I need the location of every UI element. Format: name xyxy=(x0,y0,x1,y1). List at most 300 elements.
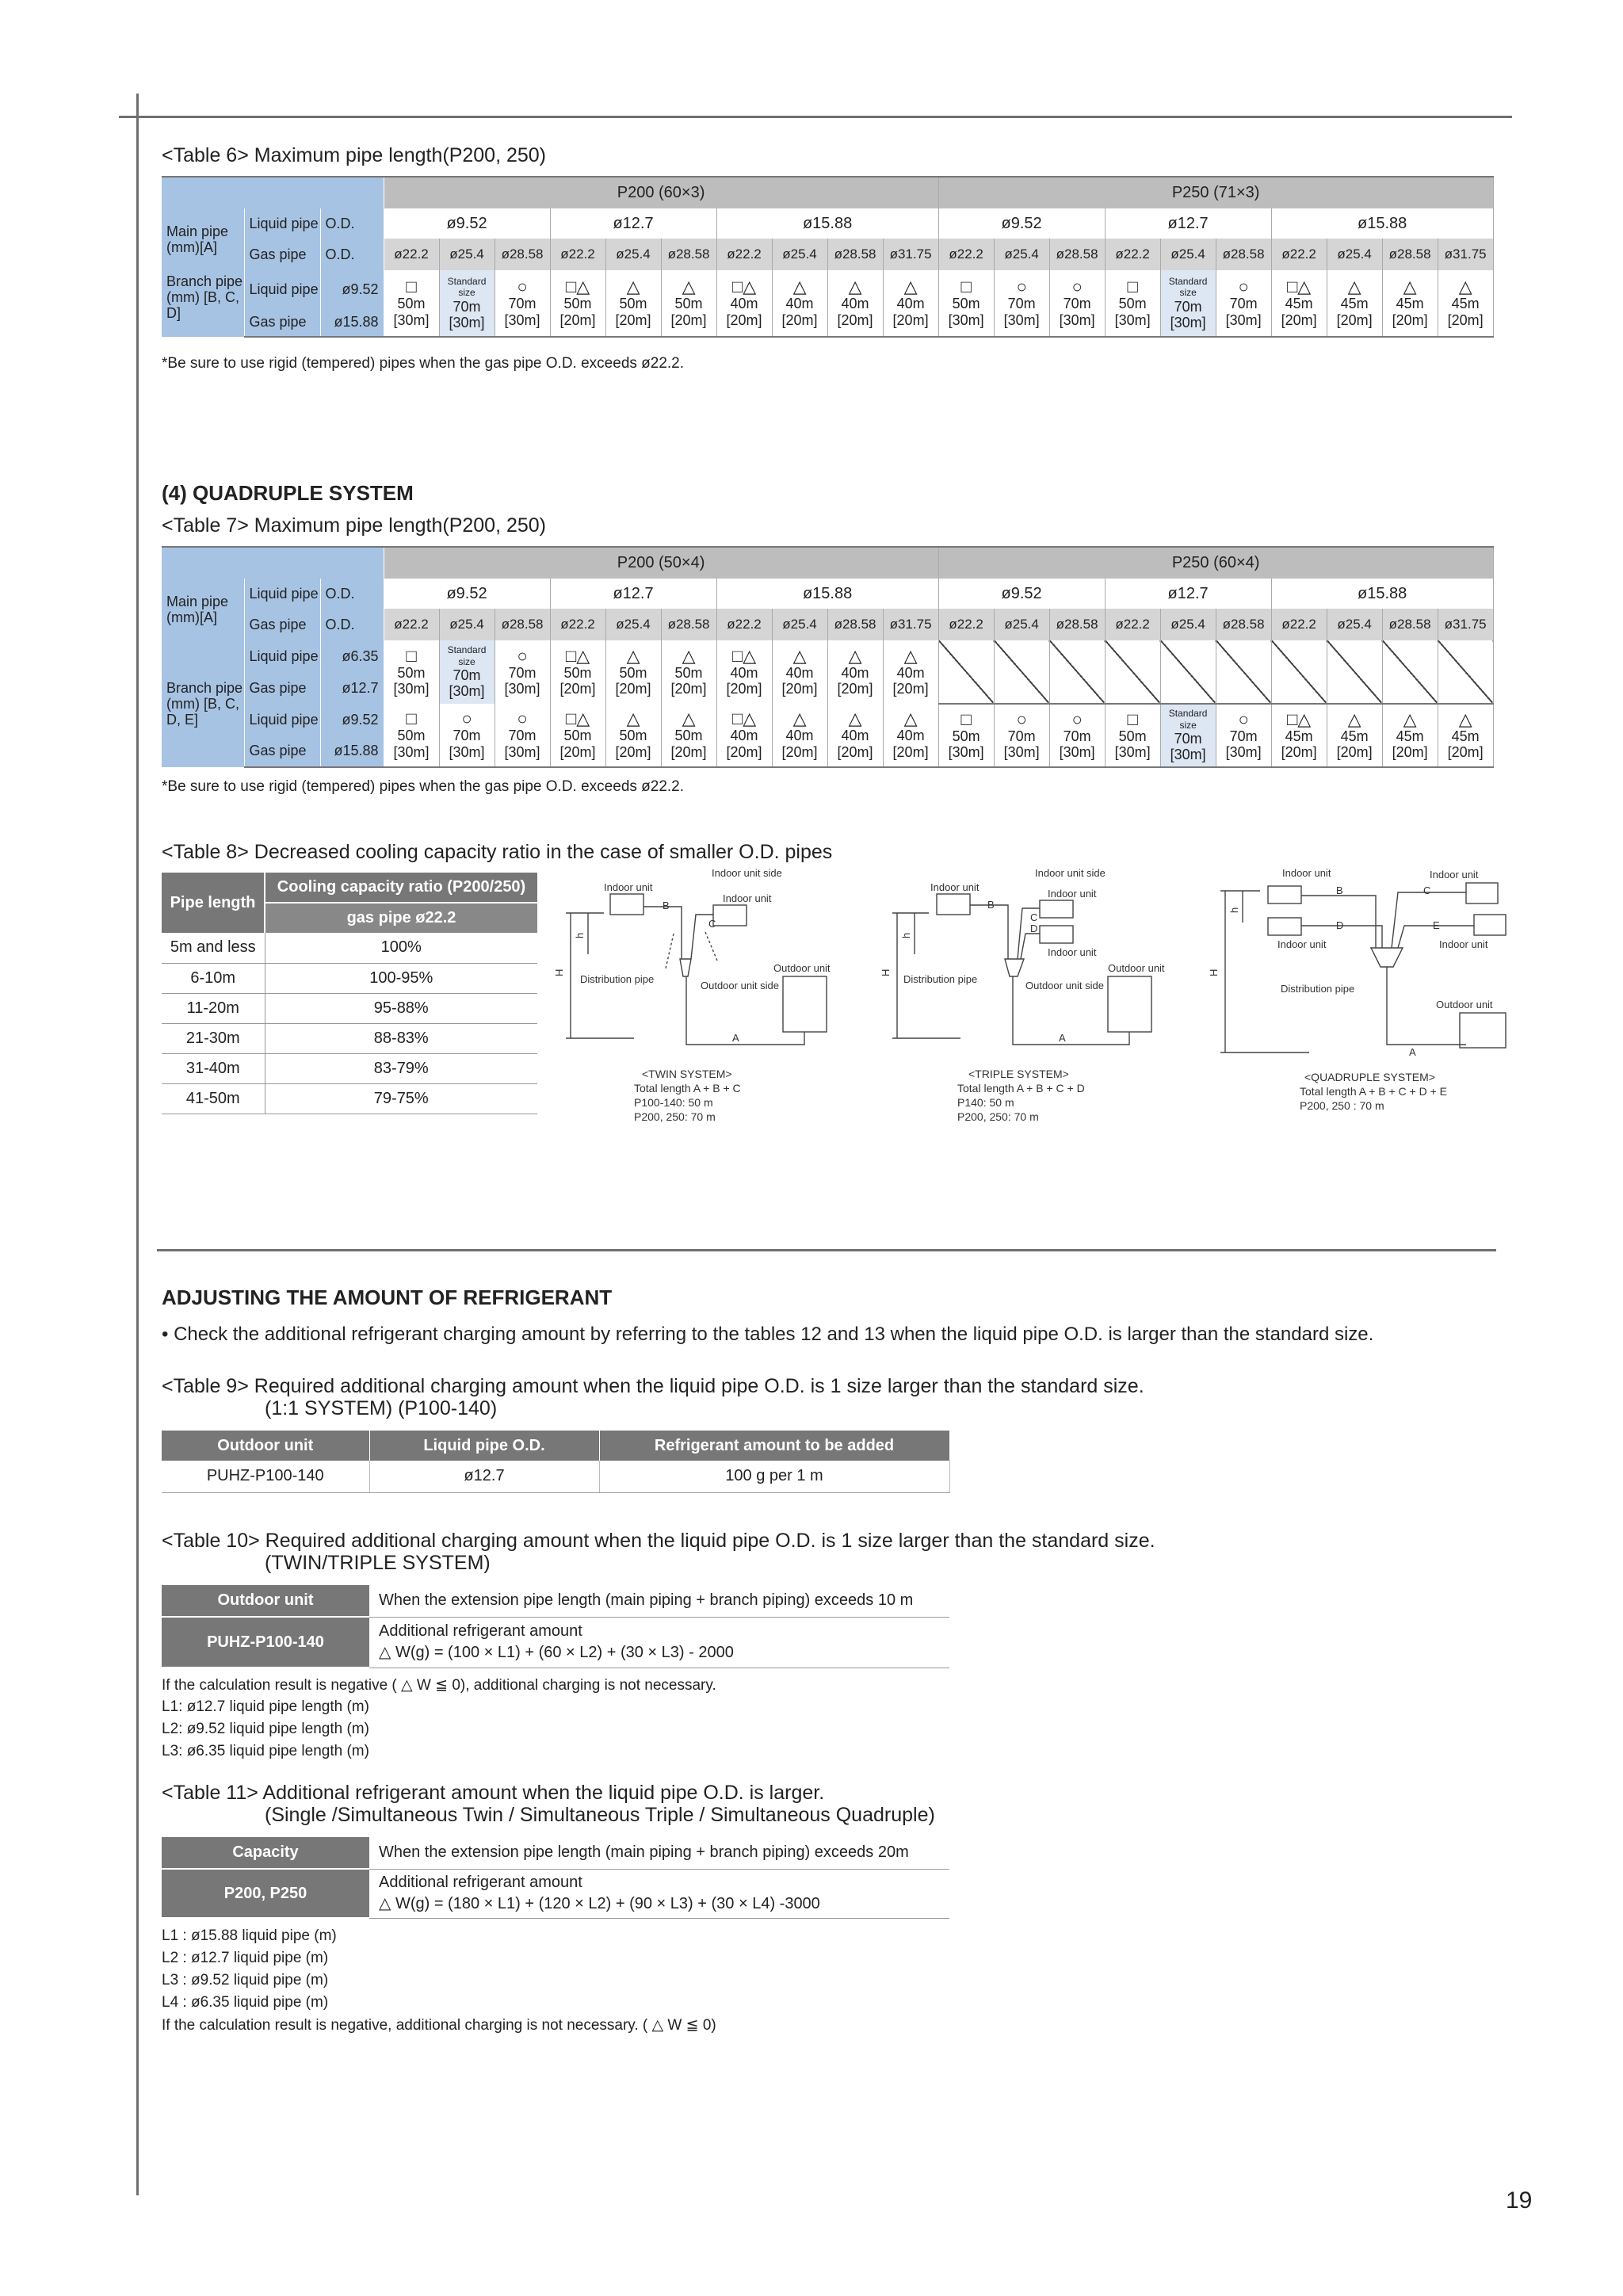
rating-symbol: □ xyxy=(1127,277,1138,297)
max-height: [20m] xyxy=(1336,311,1373,328)
rating-symbol: △ xyxy=(903,277,918,297)
not-applicable-cell xyxy=(1049,640,1105,704)
max-height: [20m] xyxy=(559,681,596,697)
max-height: [30m] xyxy=(393,743,430,760)
pipe-length-cell xyxy=(550,640,605,704)
gas-pipe-label: Gas pipe xyxy=(244,609,320,640)
pipe-length-cell xyxy=(439,270,495,337)
formula-text: △ W(g) = (100 × L1) + (60 × L2) + (30 × L3) - 2000 xyxy=(379,1644,734,1661)
twin-c: C xyxy=(708,918,716,930)
max-height: [20m] xyxy=(726,311,762,328)
rating-symbol: ○ xyxy=(1071,277,1083,297)
page-number: 19 xyxy=(1506,2187,1533,2214)
liquid-od-cell: ø12.7 xyxy=(369,1461,599,1492)
branch-liquid-size: ø9.52 xyxy=(320,704,384,735)
pipe-length-cell xyxy=(661,270,716,337)
table-row xyxy=(162,933,537,963)
max-height: [20m] xyxy=(892,311,929,328)
condition-cell: When the extension pipe length (main piping + branch piping) exceeds 20m xyxy=(369,1837,949,1869)
standard-size-label: Standard size xyxy=(1168,275,1208,299)
gas-size-cell: ø28.58 xyxy=(661,239,716,270)
table11-note1: L1 : ø15.88 liquid pipe (m) xyxy=(162,1927,337,1944)
quad-c: C xyxy=(1423,884,1431,896)
max-length: 70m xyxy=(508,728,537,744)
max-length: 70m xyxy=(1007,728,1036,744)
table10-note1: If the calculation result is negative ( △ W ≦ 0), additional charging is not necessary. xyxy=(162,1677,716,1694)
pipe-length-cell xyxy=(994,270,1049,337)
twin-b: B xyxy=(663,900,670,911)
max-height: [20m] xyxy=(615,681,651,697)
liquid-size: ø15.88 xyxy=(716,208,938,239)
rating-symbol: ○ xyxy=(461,709,472,729)
outdoor-unit-header: Outdoor unit xyxy=(162,1585,369,1617)
rating-symbol: △ xyxy=(1347,709,1361,729)
branch-liquid-size: ø9.52 xyxy=(320,270,384,308)
pipe-length-cell xyxy=(661,704,716,767)
table7-title: <Table 7> Maximum pipe length(P200, 250) xyxy=(162,514,547,537)
rating-symbol: △ xyxy=(903,709,918,729)
max-length: 50m xyxy=(952,296,980,312)
ratio-cell: 83-79% xyxy=(265,1053,537,1083)
max-length: 50m xyxy=(619,296,647,312)
max-length: 40m xyxy=(841,664,869,681)
max-length: 50m xyxy=(563,296,592,312)
rating-symbol: △ xyxy=(626,277,640,297)
pipe-length-cell xyxy=(384,270,439,337)
pipe-length-cell xyxy=(716,704,772,767)
main-pipe-label: Main pipe (mm)[A] xyxy=(162,208,244,270)
rating-symbol: △ xyxy=(848,277,862,297)
max-height: [30m] xyxy=(504,681,540,697)
max-length: 50m xyxy=(1118,296,1147,312)
quad-b: B xyxy=(1336,884,1343,896)
max-height: [30m] xyxy=(1114,744,1151,760)
rating-symbol: △ xyxy=(1347,277,1361,297)
table7-note: *Be sure to use rigid (tempered) pipes when the gas pipe O.D. exceeds ø22.2. xyxy=(162,778,685,795)
twin-indoor-label: Indoor unit xyxy=(604,881,653,893)
max-height: [20m] xyxy=(1447,744,1484,760)
table11-note5: If the calculation result is negative, additional charging is not necessary. ( △ W ≦ 0) xyxy=(162,2017,716,2034)
pipe-length-cell xyxy=(384,640,439,704)
branch-gas-size: ø15.88 xyxy=(320,735,384,767)
max-height: [20m] xyxy=(559,311,596,328)
gas-pipe-label: Gas pipe xyxy=(244,672,320,704)
rating-symbol: □△ xyxy=(565,277,590,297)
outdoor-unit-header: Outdoor unit xyxy=(162,1431,369,1461)
gas-size-cell: ø25.4 xyxy=(439,239,495,270)
gas-size-cell: ø22.2 xyxy=(716,609,772,640)
triple-d: D xyxy=(1030,923,1038,934)
max-height: [20m] xyxy=(892,681,929,697)
ratio-cell: 100-95% xyxy=(265,963,537,993)
triple-indoor-label-2: Indoor unit xyxy=(1048,888,1097,900)
gas-size-cell: ø22.2 xyxy=(384,609,439,640)
gas-size-cell: ø31.75 xyxy=(1438,239,1493,270)
gas-size-cell: ø25.4 xyxy=(994,609,1049,640)
condition-cell: When the extension pipe length (main piping + branch piping) exceeds 10 m xyxy=(369,1585,949,1617)
pipe-length-header: Pipe length xyxy=(162,873,265,933)
pipe-length-cell xyxy=(827,704,883,767)
table8-body xyxy=(162,933,537,1114)
liquid-size: ø15.88 xyxy=(716,579,938,609)
max-height: [20m] xyxy=(781,311,818,328)
pipe-length-cell xyxy=(439,640,495,704)
table11-note4: L4 : ø6.35 liquid pipe (m) xyxy=(162,1994,329,2011)
pipe-length-cell xyxy=(1216,704,1271,767)
not-applicable-cell xyxy=(1105,640,1160,704)
pipe-length-cell xyxy=(938,270,994,337)
max-length: 70m xyxy=(1007,296,1036,312)
pipe-length-cell xyxy=(883,704,938,767)
branch-gas-size: ø12.7 xyxy=(320,672,384,704)
max-height: [20m] xyxy=(892,743,929,760)
max-length: 70m xyxy=(453,667,481,684)
liquid-size: ø9.52 xyxy=(938,208,1105,239)
table8 xyxy=(162,873,537,1114)
rating-symbol: △ xyxy=(792,277,807,297)
rating-symbol: △ xyxy=(682,709,696,729)
max-length: 50m xyxy=(674,728,703,744)
rating-symbol: □△ xyxy=(1287,277,1312,297)
max-height: [20m] xyxy=(559,743,596,760)
gas-size-row xyxy=(162,609,1493,640)
twin-outdoor-side-label: Outdoor unit side xyxy=(701,980,780,991)
rating-symbol: □ xyxy=(406,645,417,666)
twin-line2: P100-140: 50 m xyxy=(634,1096,713,1109)
pipe-length-cell xyxy=(1438,270,1493,337)
table11-title: <Table 11> Additional refrigerant amount when the liquid pipe O.D. is larger. xyxy=(162,1782,825,1804)
gas-size-cell: ø28.58 xyxy=(1216,609,1271,640)
liquid-size: ø9.52 xyxy=(938,579,1105,609)
max-length: 45m xyxy=(1396,728,1424,744)
max-height: [30m] xyxy=(1170,747,1206,763)
pipe-length-cell xyxy=(605,640,661,704)
max-height: [30m] xyxy=(1059,744,1095,760)
pipe-length-cell xyxy=(1271,270,1327,337)
table9-subtitle: (1:1 SYSTEM) (P100-140) xyxy=(265,1397,498,1419)
max-length: 70m xyxy=(508,664,537,681)
gas-size-cell: ø25.4 xyxy=(1327,239,1382,270)
twin-indoor-label-2: Indoor unit xyxy=(723,892,772,904)
quad-a: A xyxy=(1409,1046,1416,1058)
triple-outdoor-side-label: Outdoor unit side xyxy=(1025,980,1105,991)
max-length: 50m xyxy=(619,728,647,744)
triple-b: B xyxy=(987,899,995,911)
gas-size-cell: ø31.75 xyxy=(883,239,938,270)
gas-size-cell: ø25.4 xyxy=(439,609,495,640)
gas-size-cell: ø25.4 xyxy=(1327,609,1382,640)
liquid-size: ø12.7 xyxy=(1105,208,1271,239)
triple-outdoor-label: Outdoor unit xyxy=(1108,962,1165,974)
od-label: O.D. xyxy=(320,579,384,609)
max-length: 45m xyxy=(1340,728,1369,744)
gas-size-cell: ø22.2 xyxy=(1105,239,1160,270)
max-length: 45m xyxy=(1451,728,1480,744)
table6 xyxy=(162,176,1494,338)
max-length: 70m xyxy=(1174,731,1202,747)
quadruple-heading: (4) QUADRUPLE SYSTEM xyxy=(162,481,414,505)
max-length: 50m xyxy=(674,664,703,681)
table9 xyxy=(162,1431,950,1493)
not-applicable-cell xyxy=(1327,640,1382,704)
max-length: 70m xyxy=(1229,296,1258,312)
pipe-length-cell xyxy=(495,640,550,704)
standard-size-label: Standard size xyxy=(1168,708,1208,731)
quad-H: H xyxy=(1208,968,1220,976)
table9-title: <Table 9> Required additional charging amount when the liquid pipe O.D. is 1 size larger than the standard size. xyxy=(162,1375,1144,1397)
not-applicable-cell xyxy=(1160,640,1216,704)
liquid-pipe-header: Liquid pipe O.D. xyxy=(369,1431,599,1461)
liquid-pipe-label: Liquid pipe xyxy=(244,270,320,308)
rating-symbol: △ xyxy=(1403,709,1417,729)
max-height: [20m] xyxy=(1447,311,1484,328)
twin-line1: Total length A + B + C xyxy=(634,1082,741,1095)
gas-size-cell: ø28.58 xyxy=(1216,239,1271,270)
rating-symbol: ○ xyxy=(1238,277,1249,297)
triple-title: <TRIPLE SYSTEM> xyxy=(968,1068,1069,1080)
triple-c: C xyxy=(1030,911,1038,923)
gas-size-cell: ø28.58 xyxy=(495,239,550,270)
max-length: 70m xyxy=(1063,296,1091,312)
max-length: 40m xyxy=(730,728,758,744)
table10-subtitle: (TWIN/TRIPLE SYSTEM) xyxy=(265,1552,491,1574)
liquid-size: ø15.88 xyxy=(1271,579,1493,609)
table6-group-p200: P200 (60×3) xyxy=(384,177,938,208)
triple-a: A xyxy=(1059,1032,1066,1044)
max-length: 70m xyxy=(1174,298,1202,315)
max-height: [20m] xyxy=(837,681,873,697)
max-height: [20m] xyxy=(781,743,818,760)
max-length: 50m xyxy=(1118,728,1147,744)
od-label: O.D. xyxy=(320,609,384,640)
max-length: 70m xyxy=(453,728,481,744)
pipe-length-cell xyxy=(1327,270,1382,337)
pipe-length-cell xyxy=(827,640,883,704)
pipe-length-cell xyxy=(550,270,605,337)
max-height: [30m] xyxy=(1059,311,1095,328)
pipe-length-cell: 21-30m xyxy=(162,1023,265,1053)
max-height: [20m] xyxy=(670,743,707,760)
pipe-length-cell xyxy=(1271,704,1327,767)
rating-symbol: △ xyxy=(1403,277,1417,297)
pipe-length-cell xyxy=(495,704,550,767)
rating-symbol: □ xyxy=(960,277,972,297)
liquid-size: ø12.7 xyxy=(1105,579,1271,609)
gas-size-cell: ø28.58 xyxy=(1049,239,1105,270)
triple-indoor-label: Indoor unit xyxy=(930,881,980,893)
branch-pipe-label: Branch pipe (mm) [B, C, D, E] xyxy=(162,640,244,767)
max-length: 50m xyxy=(397,728,426,744)
pipe-length-cell: 5m and less xyxy=(162,933,265,963)
rating-symbol: △ xyxy=(792,645,807,666)
gas-pipe-label: Gas pipe xyxy=(244,308,320,337)
table7 xyxy=(162,546,1494,768)
refrigerant-amount-header: Refrigerant amount to be added xyxy=(599,1431,949,1461)
max-height: [30m] xyxy=(449,743,485,760)
liquid-pipe-label: Liquid pipe xyxy=(244,640,320,672)
rating-symbol: △ xyxy=(682,645,696,666)
od-label: O.D. xyxy=(320,239,384,270)
rating-symbol: ○ xyxy=(517,645,528,666)
pipe-length-cell xyxy=(384,704,439,767)
main-pipe-label: Main pipe (mm)[A] xyxy=(162,579,244,640)
triple-distribution-label: Distribution pipe xyxy=(903,973,978,985)
pipe-length-cell xyxy=(772,640,827,704)
quad-line1: Total length A + B + C + D + E xyxy=(1300,1085,1448,1098)
pipe-length-cell xyxy=(1382,270,1438,337)
ratio-cell: 100% xyxy=(265,933,537,963)
max-length: 50m xyxy=(397,296,426,312)
rating-symbol: △ xyxy=(1458,277,1472,297)
standard-size-label: Standard size xyxy=(447,275,487,299)
pipe-length-cell xyxy=(716,270,772,337)
liquid-pipe-label: Liquid pipe xyxy=(244,704,320,735)
quad-title: <QUADRUPLE SYSTEM> xyxy=(1304,1071,1435,1083)
not-applicable-cell xyxy=(1271,640,1327,704)
table10-note4: L3: ø6.35 liquid pipe length (m) xyxy=(162,1743,369,1759)
liquid-size: ø12.7 xyxy=(550,579,716,609)
table-row xyxy=(162,1053,537,1083)
pipe-length-cell xyxy=(772,270,827,337)
model-cell: P200, P250 xyxy=(162,1869,369,1918)
quad-line2: P200, 250 : 70 m xyxy=(1300,1099,1384,1112)
twin-indoor-side-label: Indoor unit side xyxy=(712,867,782,879)
max-height: [20m] xyxy=(1336,744,1373,760)
max-length: 40m xyxy=(785,296,814,312)
max-height: [20m] xyxy=(1392,311,1428,328)
pipe-length-cell xyxy=(883,270,938,337)
table10 xyxy=(162,1585,949,1668)
max-length: 50m xyxy=(397,664,426,681)
standard-size-label: Standard size xyxy=(447,644,487,667)
branch-row-2 xyxy=(162,704,1493,735)
ratio-cell: 79-75% xyxy=(265,1083,537,1114)
max-height: [30m] xyxy=(393,681,430,697)
quad-e: E xyxy=(1433,919,1440,931)
rating-symbol: □△ xyxy=(731,645,757,666)
gas-size-cell: ø22.2 xyxy=(938,239,994,270)
pipe-length-cell xyxy=(883,640,938,704)
max-height: [20m] xyxy=(670,681,707,697)
pipe-length-cell: 6-10m xyxy=(162,963,265,993)
rating-symbol: □ xyxy=(960,709,972,729)
triple-h: h xyxy=(900,932,912,938)
pipe-length-cell: 41-50m xyxy=(162,1083,265,1114)
rating-symbol: ○ xyxy=(1016,709,1027,729)
twin-H: H xyxy=(553,968,565,976)
triple-H: H xyxy=(880,968,892,976)
pipe-length-cell xyxy=(716,640,772,704)
rating-symbol: □△ xyxy=(731,709,757,729)
pipe-length-cell xyxy=(1382,704,1438,767)
rating-symbol: □ xyxy=(406,277,417,297)
refrigerant-heading: ADJUSTING THE AMOUNT OF REFRIGERANT xyxy=(162,1286,613,1309)
gas-size-cell: ø25.4 xyxy=(1160,239,1216,270)
pipe-length-cell xyxy=(550,704,605,767)
gas-size-row xyxy=(162,239,1493,270)
max-height: [30m] xyxy=(1170,314,1206,330)
table6-group-p250: P250 (71×3) xyxy=(938,177,1493,208)
pipe-length-cell xyxy=(1327,704,1382,767)
max-height: [30m] xyxy=(1003,311,1040,328)
gas-pipe-label: Gas pipe xyxy=(244,735,320,767)
formula-cell xyxy=(369,1869,949,1918)
section-rule xyxy=(157,1249,1496,1251)
gas-size-cell: ø28.58 xyxy=(827,239,883,270)
table6-corner xyxy=(162,177,384,208)
liquid-size: ø15.88 xyxy=(1271,208,1493,239)
pipe-length-cell xyxy=(772,704,827,767)
table10-note3: L2: ø9.52 liquid pipe length (m) xyxy=(162,1721,369,1737)
liquid-pipe-label: Liquid pipe xyxy=(244,579,320,609)
additional-amount-label: Additional refrigerant amount xyxy=(379,1622,582,1640)
max-height: [30m] xyxy=(393,311,430,328)
max-length: 50m xyxy=(952,728,980,744)
table11-note2: L2 : ø12.7 liquid pipe (m) xyxy=(162,1950,329,1966)
rating-symbol: △ xyxy=(848,645,862,666)
max-length: 45m xyxy=(1285,296,1313,312)
branch-pipe-label: Branch pipe (mm) [B, C, D] xyxy=(162,270,244,337)
amount-cell: 100 g per 1 m xyxy=(599,1461,949,1492)
rating-symbol: ○ xyxy=(1016,277,1027,297)
od-label: O.D. xyxy=(320,208,384,239)
table7-corner xyxy=(162,547,384,579)
rating-symbol: △ xyxy=(792,709,807,729)
cooling-ratio-header: Cooling capacity ratio (P200/250) xyxy=(265,873,537,903)
rating-symbol: △ xyxy=(903,645,918,666)
max-height: [20m] xyxy=(1392,744,1428,760)
gas-size-cell: ø28.58 xyxy=(1382,609,1438,640)
max-height: [20m] xyxy=(1281,744,1317,760)
max-length: 50m xyxy=(563,728,592,744)
max-length: 40m xyxy=(896,664,925,681)
ratio-cell: 95-88% xyxy=(265,993,537,1023)
rating-symbol: △ xyxy=(848,709,862,729)
max-height: [30m] xyxy=(504,743,540,760)
formula-cell xyxy=(369,1617,949,1668)
gas-size-cell: ø28.58 xyxy=(495,609,550,640)
refrigerant-bullet: • Check the additional refrigerant charging amount by referring to the tables 12 and 13 when the liquid pipe O.D. is larger than the standard size. xyxy=(162,1324,1374,1345)
max-length: 40m xyxy=(730,664,758,681)
left-margin-rule xyxy=(136,94,139,2195)
max-height: [30m] xyxy=(1003,744,1040,760)
gas-size-cell: ø25.4 xyxy=(1160,609,1216,640)
max-length: 40m xyxy=(896,296,925,312)
gas-size-cell: ø25.4 xyxy=(772,609,827,640)
table-row xyxy=(162,993,537,1023)
quad-h: h xyxy=(1228,907,1240,913)
quad-distribution-label: Distribution pipe xyxy=(1281,983,1355,995)
max-length: 70m xyxy=(508,296,537,312)
pipe-length-cell xyxy=(1160,270,1216,337)
not-applicable-cell xyxy=(1382,640,1438,704)
table10-title: <Table 10> Required additional charging amount when the liquid pipe O.D. is 1 size larger than the standard size. xyxy=(162,1530,1155,1552)
rating-symbol: □△ xyxy=(731,277,757,297)
max-height: [20m] xyxy=(615,311,651,328)
top-rule xyxy=(119,116,1512,118)
gas-size-cell: ø22.2 xyxy=(1271,239,1327,270)
table6-title: <Table 6> Maximum pipe length(P200, 250) xyxy=(162,144,547,166)
pipe-length-cell xyxy=(827,270,883,337)
rating-symbol: △ xyxy=(626,645,640,666)
max-height: [20m] xyxy=(670,311,707,328)
pipe-length-cell xyxy=(605,704,661,767)
pipe-length-cell xyxy=(1160,704,1216,767)
max-height: [30m] xyxy=(1114,311,1151,328)
table10-note2: L1: ø12.7 liquid pipe length (m) xyxy=(162,1698,369,1715)
gas-size-cell: ø22.2 xyxy=(550,609,605,640)
max-length: 70m xyxy=(1229,728,1258,744)
